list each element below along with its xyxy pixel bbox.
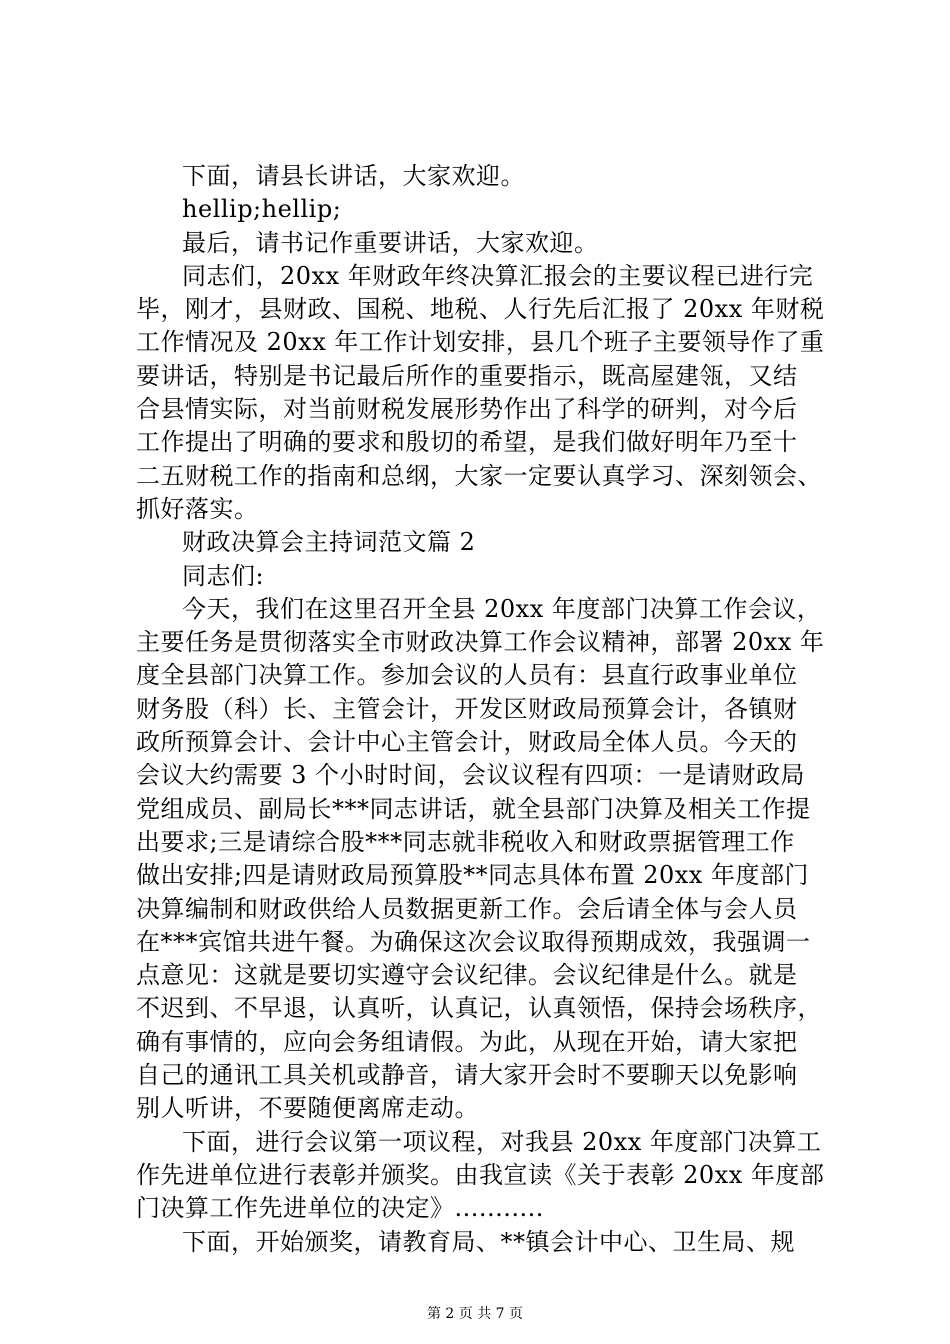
text-line: 度全县部门决算工作。参加会议的人员有：县直行政事业单位 (136, 661, 798, 690)
paragraph (136, 260, 836, 526)
text-line: 工作情况及 20xx 年工作计划安排，县几个班子主要领导作了重 (136, 328, 825, 357)
text-line: 确有事情的，应向会务组请假。为此，从现在开始，请大家把 (136, 1027, 798, 1056)
text-line: 今天，我们在这里召开全县 20xx 年度部门决算工作会议， (182, 594, 822, 623)
text-line: 不迟到、不早退，认真听，认真记，认真领悟，保持会场秩序， (136, 994, 822, 1023)
text-line: 点意见：这就是要切实遵守会议纪律。会议纪律是什么。就是 (136, 961, 798, 990)
text-line: 政所预算会计、会计中心主管会计，财政局全体人员。今天的 (136, 728, 798, 757)
text-line: 毕，刚才，县财政、国税、地税、人行先后汇报了 20xx 年财税 (136, 295, 825, 324)
document-body (136, 160, 836, 1259)
paragraph (136, 193, 836, 226)
page-footer: 第 2 页 共 7 页 (426, 1306, 524, 1322)
text-line: 下面，开始颁奖，请教育局、**镇会计中心、卫生局、规 (182, 1227, 795, 1256)
text-line: 二五财税工作的指南和总纲，大家一定要认真学习、深刻领会、 (136, 461, 822, 490)
text-line: 会议大约需要 3 个小时时间，会议议程有四项：一是请财政局 (136, 761, 806, 790)
paragraph (136, 1226, 836, 1259)
paragraph (136, 227, 836, 260)
text-line: 主要任务是贯彻落实全市财政决算工作会议精神，部署 20xx 年 (136, 628, 825, 657)
text-line: 要讲话，特别是书记最后所作的重要指示，既高屋建瓴，又结 (136, 361, 798, 390)
text-line: 下面，进行会议第一项议程，对我县 20xx 年度部门决算工 (182, 1127, 822, 1156)
text-line: 党组成员、副局长***同志讲话，就全县部门决算及相关工作提 (136, 794, 811, 823)
text-line: 同志们，20xx 年财政年终决算汇报会的主要议程已进行完 (182, 261, 814, 290)
paragraph (136, 160, 836, 193)
text-line: 工作提出了明确的要求和殷切的希望，是我们做好明年乃至十 (136, 428, 798, 457)
paragraph (136, 1126, 836, 1226)
paragraph (136, 560, 836, 593)
text-line: 财政决算会主持词范文篇 2 (182, 528, 476, 557)
text-line: 财务股（科）长、主管会计，开发区财政局预算会计，各镇财 (136, 694, 798, 723)
paragraph (136, 526, 836, 559)
text-line: 做出安排;四是请财政局预算股**同志具体布置 20xx 年度部门 (136, 861, 809, 890)
text-line: 在***宾馆共进午餐。为确保这次会议取得预期成效，我强调一 (136, 927, 811, 956)
text-line: 出要求;三是请综合股***同志就非税收入和财政票据管理工作 (136, 827, 795, 856)
text-line: 同志们: (182, 561, 265, 590)
text-line: hellip;hellip; (182, 195, 342, 224)
text-line: 自己的通讯工具关机或静音，请大家开会时不要聊天以免影响 (136, 1061, 798, 1090)
paragraph (136, 593, 836, 1126)
text-line: 作先进单位进行表彰并颁奖。由我宣读《关于表彰 20xx 年度部 (136, 1160, 825, 1189)
text-line: 下面，请县长讲话，大家欢迎。 (182, 162, 525, 190)
text-line: 合县情实际，对当前财税发展形势作出了科学的研判，对今后 (136, 395, 798, 424)
text-line: 抓好落实。 (136, 494, 259, 523)
text-line: 门决算工作先进单位的决定》........... (136, 1194, 544, 1223)
text-line: 别人听讲，不要随便离席走动。 (136, 1094, 479, 1123)
text-line: 最后，请书记作重要讲话，大家欢迎。 (182, 228, 599, 257)
text-line: 决算编制和财政供给人员数据更新工作。会后请全体与会人员 (136, 894, 798, 923)
